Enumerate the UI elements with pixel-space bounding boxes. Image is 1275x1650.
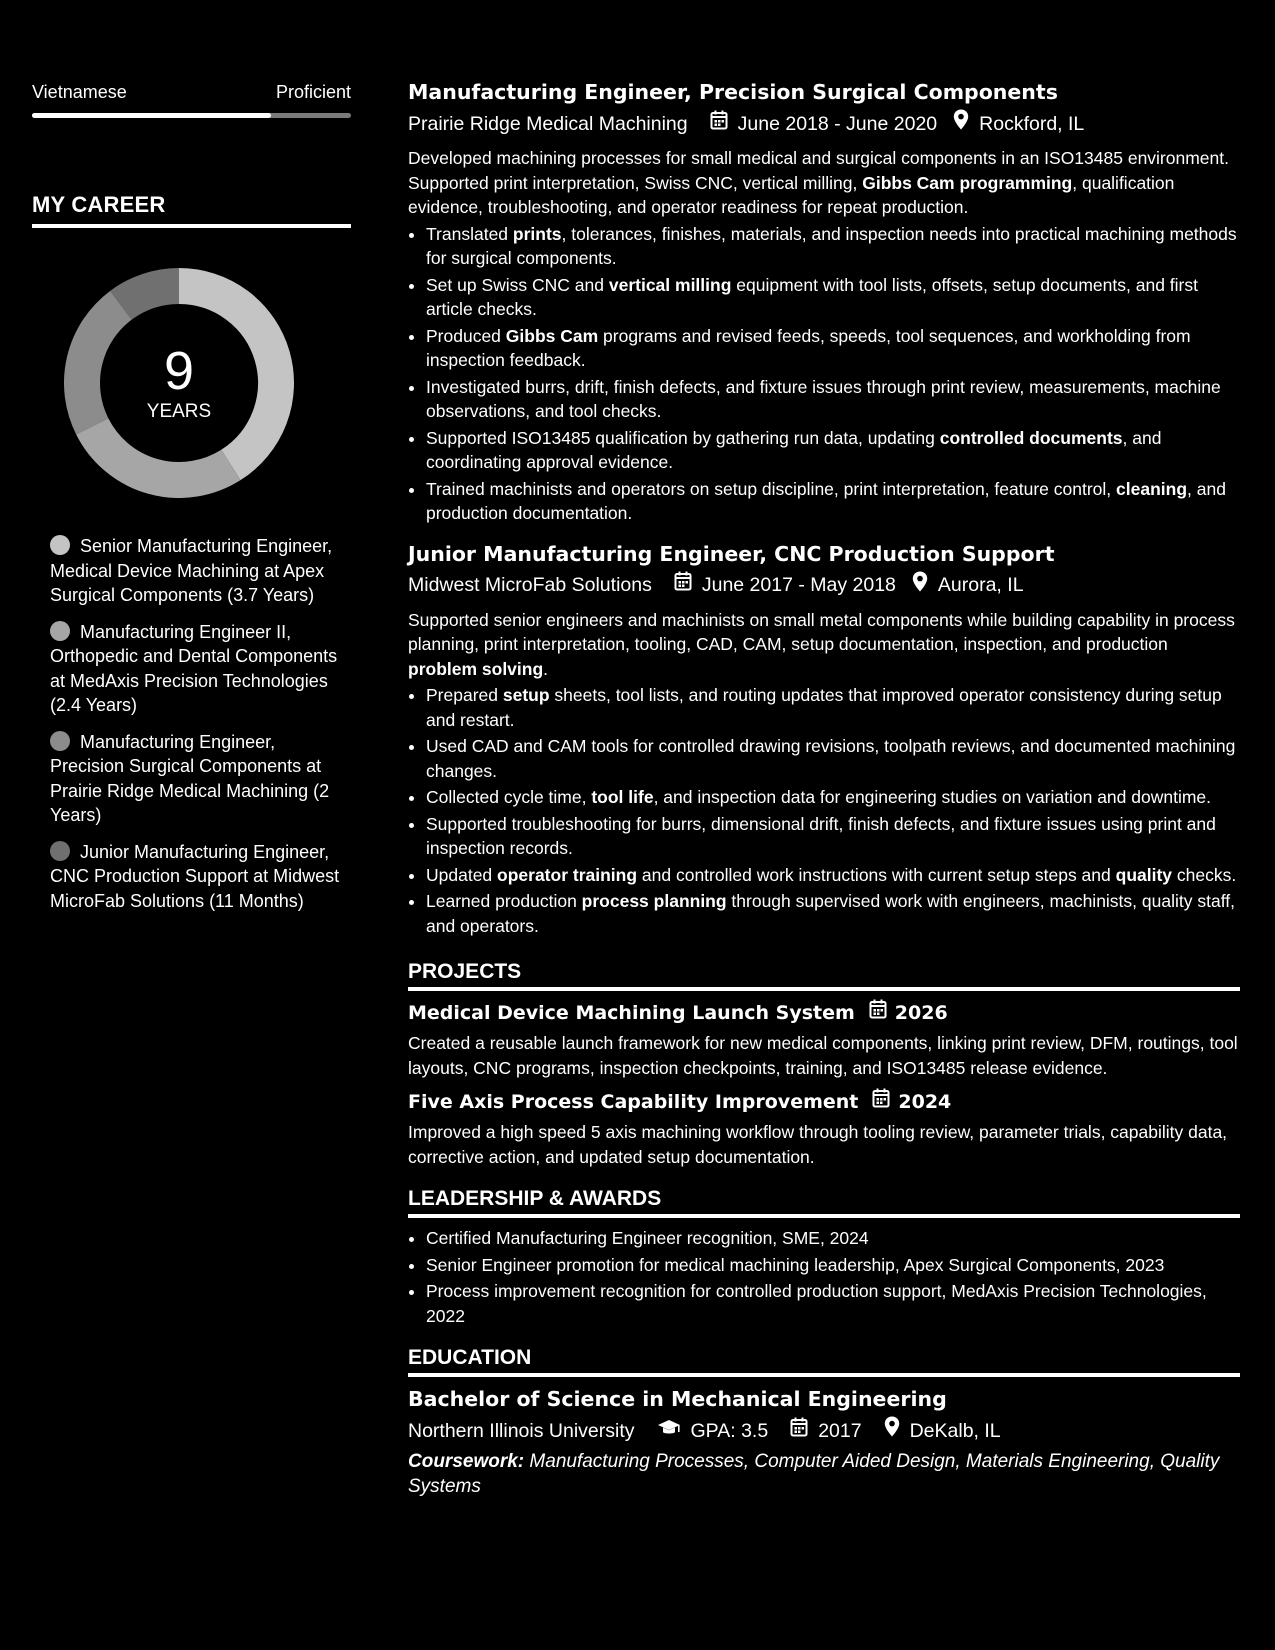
education-degree: Bachelor of Science in Mechanical Engineering: [408, 1387, 947, 1411]
career-item: [50, 620, 351, 718]
project-year: 2024: [898, 1091, 952, 1113]
career-donut: [64, 268, 294, 498]
career-dot: [50, 535, 70, 555]
education-coursework: [408, 1449, 1240, 1499]
language-name: Vietnamese: [32, 82, 127, 102]
language-row: [32, 82, 351, 103]
job-company: Prairie Ridge Medical Machining: [408, 112, 688, 135]
career-heading: MY CAREER: [32, 192, 351, 228]
award-item: • Certified Manufacturing Engineer recognition, SME, 2024: [426, 1226, 1240, 1251]
job-location: Aurora, IL: [937, 574, 1024, 596]
job-dates: June 2018 - June 2020: [737, 112, 938, 135]
sidebar: [32, 82, 351, 925]
job-bullet: • Learned production process planning through supervised work with engineers, machinists, quality staff, and operators.: [426, 889, 1240, 938]
career-item-text: Manufacturing Engineer II, Orthopedic and Dental Components at MedAxis Precision Technologies (2.4 Years): [50, 621, 338, 715]
experience-list: [408, 78, 1240, 938]
award-item: • Senior Engineer promotion for medical machining leadership, Apex Surgical Components, 2023: [426, 1253, 1240, 1278]
job-description: Developed machining processes for small medical and surgical components in an ISO13485 environment. Supported print interpretation, Swiss CNC, vertical milling, Gibbs Cam programming, qualification evidence, troubleshooting, and operator readiness for repeat production.: [408, 148, 1229, 217]
calendar-icon: [710, 110, 728, 138]
calendar-icon: [872, 1088, 890, 1116]
project-entry: [408, 999, 1240, 1080]
graduation-cap-icon: [657, 1417, 681, 1445]
project-year: 2026: [894, 1002, 948, 1024]
project-title-row: [408, 999, 1240, 1027]
project-title: Five Axis Process Capability Improvement: [408, 1091, 859, 1113]
job-bullet: • Prepared setup sheets, tool lists, and routing updates that improved operator consistency during setup and restart.: [426, 683, 1240, 732]
career-dot: [50, 731, 70, 751]
job-bullet: • Supported ISO13485 qualification by gathering run data, updating controlled documents, and coordinating approval evidence.: [426, 426, 1240, 475]
job-dates: June 2017 - May 2018: [701, 574, 896, 596]
education-heading: EDUCATION: [408, 1346, 1240, 1377]
calendar-icon: [869, 999, 887, 1027]
job-description: Supported senior engineers and machinists on small metal components while building capability in process planning, print interpretation, tooling, CAD, CAM, setup documentation, inspection, and production problem solving.: [408, 609, 1235, 679]
job-bullet: • Supported troubleshooting for burrs, dimensional drift, finish defects, and fixture issues using print and inspection records.: [426, 812, 1240, 861]
project-description: Created a reusable launch framework for new medical components, linking print review, DFM, routings, tool layouts, CNC programs, inspection checkpoints, training, and ISO13485 release evidence.: [408, 1033, 1238, 1078]
career-dot: [50, 621, 70, 641]
projects-list: [408, 999, 1240, 1169]
education-school: Northern Illinois University: [408, 1419, 635, 1442]
career-item-text: Senior Manufacturing Engineer, Medical Device Machining at Apex Surgical Components (3.7 Years): [50, 536, 333, 605]
job-bullet: • Translated prints, tolerances, finishes, materials, and inspection needs into practical machining methods for surgical components.: [426, 222, 1240, 271]
job-location: Rockford, IL: [979, 112, 1085, 135]
career-item: [50, 840, 351, 914]
coursework-label: Coursework:: [408, 1451, 525, 1472]
project-title-row: [408, 1088, 1240, 1116]
job-bullet: • Updated operator training and controlled work instructions with current setup steps and quality checks.: [426, 863, 1240, 888]
job-entry: [408, 78, 1240, 526]
education-gpa: GPA: 3.5: [690, 1419, 769, 1442]
project-description: Improved a high speed 5 axis machining workflow through tooling review, parameter trials, capability data, corrective action, and updated setup documentation.: [408, 1122, 1228, 1167]
job-meta: [408, 571, 1240, 600]
calendar-icon: [790, 1417, 808, 1445]
location-pin-icon: [953, 109, 969, 138]
job-bullet: • Trained machinists and operators on setup discipline, print interpretation, feature control, cleaning, and production documentation.: [426, 477, 1240, 526]
awards-heading: LEADERSHIP & AWARDS: [408, 1187, 1240, 1218]
project-title: Medical Device Machining Launch System: [408, 1002, 855, 1024]
career-donut-center: [64, 268, 294, 498]
job-bullet: • Produced Gibbs Cam programs and revised feeds, speeds, tool sequences, and workholding from inspection feedback.: [426, 324, 1240, 373]
career-dot: [50, 841, 70, 861]
job-title: Junior Manufacturing Engineer, CNC Production Support: [408, 541, 1055, 566]
job-entry: [408, 540, 1240, 939]
location-pin-icon: [912, 571, 928, 600]
coursework-text: Manufacturing Processes, Computer Aided Design, Materials Engineering, Quality Systems: [408, 1451, 1220, 1497]
projects-heading: PROJECTS: [408, 960, 1240, 991]
job-bullet: • Investigated burrs, drift, finish defects, and fixture issues through print review, measurements, machine observations, and tool checks.: [426, 375, 1240, 424]
language-level-bar: [32, 113, 351, 118]
career-item-text: Junior Manufacturing Engineer, CNC Production Support at Midwest MicroFab Solutions (11 Months): [50, 841, 340, 911]
language-level: Proficient: [275, 82, 351, 102]
career-total-unit: YEARS: [146, 401, 212, 422]
job-title: Manufacturing Engineer, Precision Surgical Components: [408, 80, 1058, 104]
location-pin-icon: [884, 1416, 900, 1445]
award-item: • Process improvement recognition for controlled production support, MedAxis Precision Technologies, 2022: [426, 1279, 1240, 1328]
education-entry: [408, 1385, 1240, 1499]
education-meta: [408, 1416, 1240, 1445]
job-meta: [408, 109, 1240, 138]
job-bullets: [408, 683, 1240, 938]
education-year: 2017: [818, 1419, 862, 1442]
job-bullet: • Used CAD and CAM tools for controlled drawing revisions, toolpath reviews, and documented machining changes.: [426, 734, 1240, 783]
job-bullet: • Collected cycle time, tool life, and inspection data for engineering studies on variation and downtime.: [426, 785, 1240, 810]
job-company: Midwest MicroFab Solutions: [408, 574, 652, 596]
main-content: [408, 78, 1240, 1499]
career-item: [50, 534, 351, 608]
project-entry: [408, 1088, 1240, 1169]
awards-list: [408, 1226, 1240, 1328]
job-bullets: [408, 222, 1240, 526]
career-total-number: 9: [163, 341, 195, 401]
education-location: DeKalb, IL: [909, 1419, 1001, 1442]
career-item: [50, 730, 351, 828]
career-item-text: Manufacturing Engineer, Precision Surgical Components at Prairie Ridge Medical Machining (2 Years): [50, 731, 330, 825]
calendar-icon: [674, 571, 692, 599]
career-list: [32, 534, 351, 913]
language-level-fill: [32, 113, 271, 118]
job-bullet: • Set up Swiss CNC and vertical milling equipment with tool lists, offsets, setup documents, and first article checks.: [426, 273, 1240, 322]
